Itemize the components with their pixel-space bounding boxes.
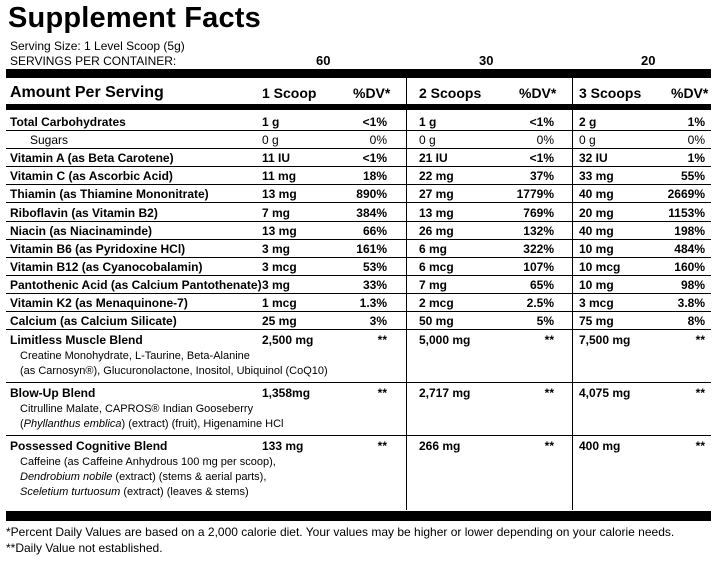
servings-count-2: 30	[479, 53, 494, 68]
dv-2-scoops: 2.5%	[526, 296, 554, 310]
amount-1-scoop: 11 mg	[262, 169, 297, 184]
amount-1-scoop: 3 mg	[262, 277, 291, 292]
blend-amount-3-scoops: 7,500 mg	[579, 333, 631, 348]
amount-2-scoops: 6 mg	[419, 241, 448, 256]
blend-name: Limitless Muscle Blend	[10, 333, 143, 348]
col-header-dv-1: %DV*	[353, 85, 391, 101]
amount-2-scoops: 27 mg	[419, 187, 454, 202]
nutrient-name: Sugars	[30, 133, 69, 148]
amount-2-scoops: 7 mg	[419, 277, 448, 292]
amount-1-scoop: 3 mcg	[262, 259, 297, 274]
amount-3-scoops: 10 mcg	[579, 259, 621, 274]
blend-name: Possessed Cognitive Blend	[10, 439, 168, 454]
column-divider-2	[572, 72, 573, 510]
blend-ingredient-line: Citrulline Malate, CAPROS® Indian Gooseberry	[20, 403, 254, 416]
dv-1-scoop: 890%	[356, 187, 387, 202]
blend-ingredient-line: (as Carnosyn®), Glucuronolactone, Inositol, Ubiquinol (CoQ10)	[20, 365, 328, 378]
nutrient-name: Pantothenic Acid (as Calcium Pantothenate)	[10, 277, 262, 292]
amount-2-scoops: 13 mg	[419, 205, 454, 220]
blend-dv-2-scoops: **	[544, 333, 554, 348]
blend-dv-2-scoops: **	[544, 386, 554, 401]
header-thick-rule	[6, 104, 711, 110]
amount-3-scoops: 10 mg	[579, 241, 614, 256]
blend-name: Blow-Up Blend	[10, 386, 96, 401]
amount-per-serving-heading: Amount Per Serving	[10, 84, 164, 101]
table-row	[6, 276, 711, 294]
table-row	[6, 185, 711, 203]
col-header-3-scoops: 3 Scoops	[579, 85, 642, 101]
amount-2-scoops: 6 mcg	[419, 259, 454, 274]
dv-2-scoops: 0%	[536, 133, 554, 148]
dv-2-scoops: 107%	[523, 259, 554, 274]
dv-1-scoop: <1%	[362, 115, 387, 129]
blend-amount-2-scoops: 2,717 mg	[419, 386, 471, 401]
amount-3-scoops: 20 mg	[579, 205, 614, 220]
dv-2-scoops: 1779%	[516, 187, 554, 202]
nutrient-name: Riboflavin (as Vitamin B2)	[10, 205, 158, 220]
footnote-not-established: **Daily Value not established.	[6, 541, 163, 555]
serving-size: Serving Size: 1 Level Scoop (5g)	[10, 39, 185, 53]
table-row	[6, 240, 711, 258]
dv-3-scoops: 55%	[680, 169, 705, 184]
amount-2-scoops: 26 mg	[419, 223, 454, 238]
nutrient-name: Niacin (as Niacinaminde)	[10, 223, 153, 238]
column-divider-1	[406, 72, 407, 510]
nutrient-name: Vitamin C (as Ascorbic Acid)	[10, 169, 173, 184]
blend-ingredient-line: Sceletium turtuosum (extract) (leaves & stems)	[20, 486, 249, 499]
dv-3-scoops: 1%	[687, 115, 705, 129]
amount-2-scoops: 22 mg	[419, 169, 454, 184]
dv-3-scoops: 160%	[674, 259, 705, 274]
blend-ingredient-line: (Phyllanthus emblica) (extract) (fruit), Higenamine HCl	[20, 418, 284, 431]
dv-1-scoop: 161%	[356, 241, 387, 256]
dv-1-scoop: <1%	[362, 151, 387, 166]
nutrient-name: Vitamin A (as Beta Carotene)	[10, 151, 174, 166]
dv-1-scoop: 66%	[362, 223, 387, 238]
amount-1-scoop: 0 g	[262, 133, 279, 148]
dv-1-scoop: 53%	[362, 259, 387, 274]
table-row	[6, 222, 711, 240]
nutrient-name: Total Carbohydrates	[10, 115, 126, 129]
dv-3-scoops: 98%	[680, 277, 705, 292]
amount-3-scoops: 2 g	[579, 115, 597, 129]
nutrient-name: Thiamin (as Thiamine Mononitrate)	[10, 187, 209, 202]
amount-1-scoop: 1 mcg	[262, 296, 297, 310]
table-row	[6, 113, 711, 131]
blend-amount-1-scoop: 2,500 mg	[262, 333, 314, 348]
dv-2-scoops: <1%	[529, 115, 554, 129]
dv-2-scoops: <1%	[529, 151, 554, 166]
blend-dv-2-scoops: **	[544, 439, 554, 454]
blend-ingredient-line: Creatine Monohydrate, L-Taurine, Beta-Alanine	[20, 350, 250, 363]
top-thick-rule	[6, 69, 711, 78]
dv-1-scoop: 3%	[369, 314, 387, 329]
dv-3-scoops: 8%	[687, 314, 705, 329]
bottom-thick-rule	[6, 511, 711, 521]
blend-amount-1-scoop: 133 mg	[262, 439, 304, 454]
blend-row	[6, 436, 711, 504]
amount-3-scoops: 10 mg	[579, 277, 614, 292]
table-row	[6, 149, 711, 167]
dv-3-scoops: 2669%	[667, 187, 705, 202]
dv-1-scoop: 33%	[362, 277, 387, 292]
amount-2-scoops: 0 g	[419, 133, 436, 148]
dv-3-scoops: 198%	[674, 223, 705, 238]
dv-2-scoops: 769%	[523, 205, 554, 220]
table-row	[6, 258, 711, 276]
dv-3-scoops: 0%	[687, 133, 705, 148]
amount-1-scoop: 3 mg	[262, 241, 291, 256]
col-header-dv-2: %DV*	[519, 85, 557, 101]
blend-dv-1-scoop: **	[377, 386, 387, 401]
col-header-dv-3: %DV*	[671, 85, 709, 101]
nutrient-name: Calcium (as Calcium Silicate)	[10, 314, 177, 329]
dv-2-scoops: 37%	[529, 169, 554, 184]
panel-title: Supplement Facts	[8, 2, 261, 34]
table-row	[6, 312, 711, 330]
dv-3-scoops: 1153%	[668, 205, 705, 220]
dv-1-scoop: 0%	[369, 133, 387, 148]
dv-2-scoops: 65%	[529, 277, 554, 292]
dv-1-scoop: 1.3%	[359, 296, 387, 310]
amount-2-scoops: 1 g	[419, 115, 437, 129]
amount-1-scoop: 7 mg	[262, 205, 291, 220]
amount-1-scoop: 13 mg	[262, 187, 297, 202]
blend-dv-1-scoop: **	[377, 333, 387, 348]
amount-1-scoop: 25 mg	[262, 314, 297, 329]
blend-dv-1-scoop: **	[377, 439, 387, 454]
blend-amount-3-scoops: 400 mg	[579, 439, 621, 454]
servings-count-1: 60	[316, 53, 331, 68]
blend-amount-3-scoops: 4,075 mg	[579, 386, 631, 401]
amount-3-scoops: 0 g	[579, 133, 596, 148]
amount-3-scoops: 40 mg	[579, 187, 614, 202]
table-row	[6, 204, 711, 222]
table-row	[6, 167, 711, 185]
blend-amount-1-scoop: 1,358mg	[262, 386, 311, 401]
col-header-2-scoops: 2 Scoops	[419, 85, 482, 101]
blend-amount-2-scoops: 5,000 mg	[419, 333, 471, 348]
nutrient-name: Vitamin K2 (as Menaquinone-7)	[10, 296, 188, 310]
blend-ingredient-line: Caffeine (as Caffeine Anhydrous 100 mg per scoop),	[20, 456, 276, 469]
amount-1-scoop: 11 IU	[262, 151, 291, 166]
amount-3-scoops: 32 IU	[579, 151, 608, 166]
blend-row	[6, 330, 711, 383]
blend-amount-2-scoops: 266 mg	[419, 439, 461, 454]
amount-3-scoops: 75 mg	[579, 314, 614, 329]
amount-2-scoops: 21 IU	[419, 151, 448, 166]
blend-dv-3-scoops: **	[695, 439, 705, 454]
dv-2-scoops: 5%	[536, 314, 554, 329]
amount-2-scoops: 50 mg	[419, 314, 454, 329]
dv-1-scoop: 384%	[356, 205, 387, 220]
amount-3-scoops: 3 mcg	[579, 296, 614, 310]
table-row	[6, 131, 711, 149]
servings-count-3: 20	[641, 53, 656, 68]
blend-ingredient-line: Dendrobium nobile (extract) (stems & aerial parts),	[20, 471, 267, 484]
amount-2-scoops: 2 mcg	[419, 296, 454, 310]
col-header-1-scoop: 1 Scoop	[262, 85, 317, 101]
dv-3-scoops: 1%	[687, 151, 705, 166]
nutrient-name: Vitamin B6 (as Pyridoxine HCl)	[10, 241, 186, 256]
amount-3-scoops: 33 mg	[579, 169, 614, 184]
dv-3-scoops: 484%	[674, 241, 705, 256]
dv-2-scoops: 132%	[523, 223, 554, 238]
blend-dv-3-scoops: **	[695, 386, 705, 401]
amount-1-scoop: 1 g	[262, 115, 280, 129]
nutrient-name: Vitamin B12 (as Cyanocobalamin)	[10, 259, 203, 274]
amount-3-scoops: 40 mg	[579, 223, 614, 238]
blend-dv-3-scoops: **	[695, 333, 705, 348]
dv-1-scoop: 18%	[362, 169, 387, 184]
servings-per-container-label: SERVINGS PER CONTAINER:	[10, 54, 177, 68]
table-row	[6, 294, 711, 312]
dv-2-scoops: 322%	[523, 241, 554, 256]
amount-1-scoop: 13 mg	[262, 223, 297, 238]
blend-row	[6, 383, 711, 436]
dv-3-scoops: 3.8%	[677, 296, 705, 310]
footnote-dv: *Percent Daily Values are based on a 2,000 calorie diet. Your values may be higher or lower depending on your calorie needs.	[6, 525, 675, 539]
